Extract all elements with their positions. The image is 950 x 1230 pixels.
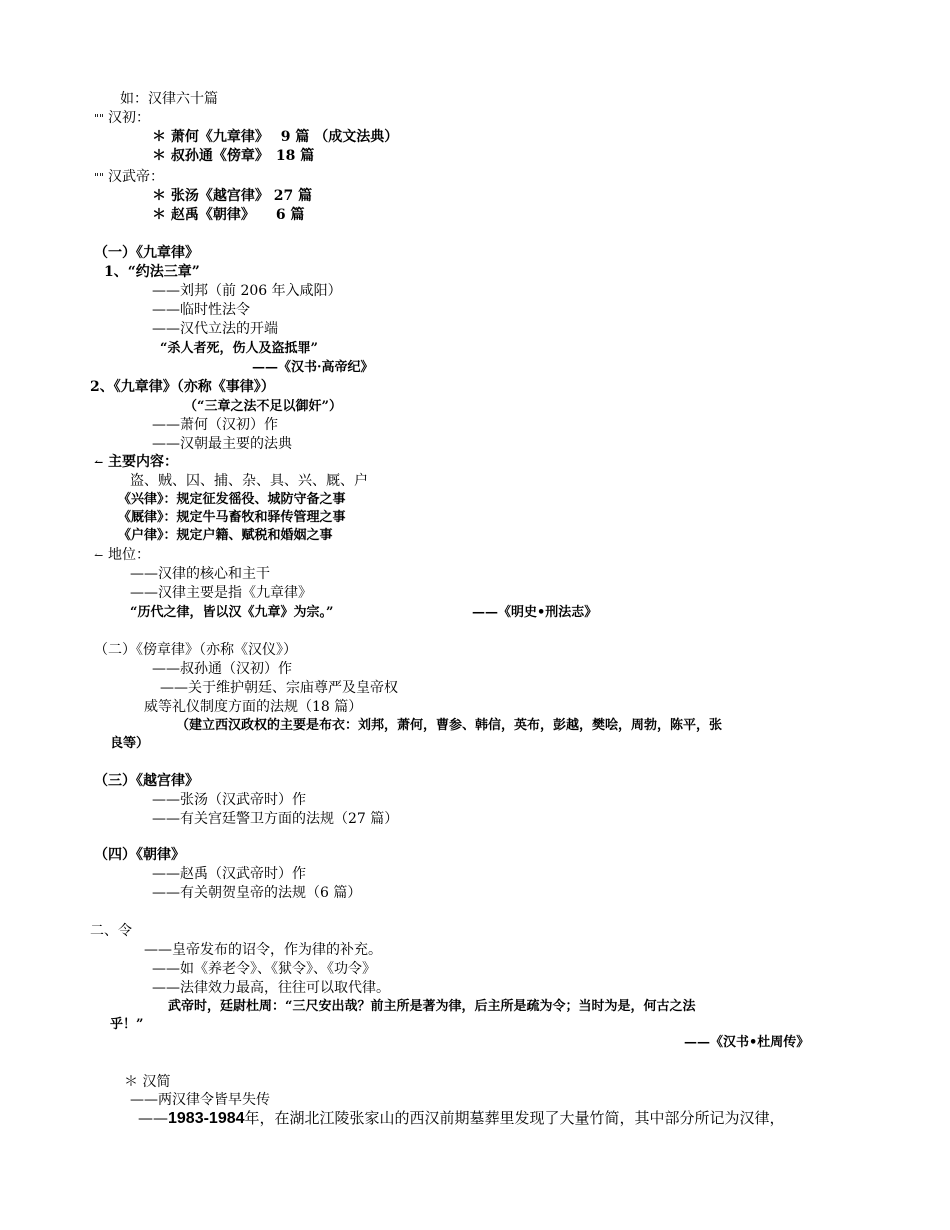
section-heading: （四）《朝律》 (94, 847, 185, 863)
line-text: 主要内容： (108, 454, 178, 470)
citation-line: ——《汉书·高帝纪》 (252, 360, 374, 375)
text-line (94, 168, 164, 187)
dash: —— (138, 1109, 168, 1127)
text-line: ＊ 汉简 (124, 1074, 171, 1090)
text-line: ——萧何（汉初）作 (152, 417, 278, 433)
text-line: ——如《养老令》、《狱令》、《功令》 (152, 961, 376, 977)
text-line: ——汉代立法的开端 (152, 321, 278, 337)
text-line: ——关于维护朝廷、宗庙尊严及皇帝权 (160, 680, 398, 696)
harpoon-arrow-icon: ↼ (94, 456, 104, 469)
text-line: 《兴律》：规定征发徭役、城防守备之事 (118, 492, 346, 507)
text-line (94, 546, 150, 565)
text-line: ——两汉律令皆早失传 (130, 1092, 270, 1108)
text-line (94, 453, 178, 472)
text-line: ——汉律的核心和主干 (130, 566, 270, 582)
citation-line: ——《汉书•杜周传》 (684, 1035, 810, 1050)
text-line (138, 1109, 785, 1128)
section-heading: （三）《越宫律》 (94, 773, 199, 789)
text-line: ——赵禹（汉武帝时）作 (152, 866, 306, 882)
note-line: （建立西汉政权的主要是布衣：刘邦，萧何，曹参、韩信，英布，彭越，樊哙，周勃，陈平，张 (176, 718, 723, 733)
text-line: ——张汤（汉武帝时）作 (152, 792, 306, 808)
text-line: ＊ 萧何《九章律》 9 篇 （成文法典） (152, 129, 399, 145)
text-line: 《户律》：规定户籍、赋税和婚姻之事 (118, 528, 333, 543)
section-heading: 二、令 (90, 923, 132, 939)
text-line: ——刘邦（前 206 年入咸阳） (152, 283, 342, 299)
quote-line: 乎！” (110, 1017, 144, 1032)
text-line: ——有关宫廷警卫方面的法规（27 篇） (152, 811, 399, 827)
section-heading: （二）《傍章律》（亦称《汉仪》） (94, 642, 297, 658)
line-text: 汉初： (108, 110, 150, 126)
text-line: ——有关朝贺皇帝的法规（6 篇） (152, 885, 362, 901)
year-range: 1983-1984 (168, 1110, 245, 1127)
section-heading: （一）《九章律》 (94, 245, 199, 261)
quote-line: （“三章之法不足以御奸”） (184, 399, 342, 414)
line-text: 地位： (108, 547, 150, 563)
subheading: 1、“约法三章” (104, 264, 200, 280)
note-line: 良等） (110, 736, 150, 751)
text-line: ——皇帝发布的诏令，作为律的补充。 (144, 942, 382, 958)
quote-line: “杀人者死，伤人及盗抵罪” (160, 341, 318, 356)
line-text: 年，在湖北江陵张家山的西汉前期墓葬里发现了大量竹简，其中部分所记为汉律， (244, 1109, 785, 1127)
text-line: ＊ 赵禹《朝律》 6 篇 (152, 207, 305, 223)
harpoon-arrow-icon: ↼ (94, 549, 104, 562)
text-line: ——叔孙通（汉初）作 (152, 661, 292, 677)
bullet-mark-icon: "" (94, 171, 105, 184)
text-line: ——法律效力最高，往往可以取代律。 (152, 980, 390, 996)
text-line: ——汉朝最主要的法典 (152, 436, 292, 452)
line-text: 汉武帝： (108, 169, 164, 185)
text-line: 如：汉律六十篇 (120, 91, 218, 107)
text-line: ＊ 叔孙通《傍章》 18 篇 (152, 148, 315, 164)
subheading: 2、《九章律》（亦称《事律》） (90, 379, 275, 395)
text-line: 盗、贼、囚、捕、杂、具、兴、厩、户 (130, 473, 368, 489)
quote-line: 武帝时，廷尉杜周：“三尺安出哉？前主所是著为律，后主所是疏为令；当时为是，何古之法 (168, 999, 696, 1014)
citation-line: ——《明史•刑法志》 (472, 605, 598, 620)
text-line: ——汉律主要是指《九章律》 (130, 585, 312, 601)
bullet-mark-icon: "" (94, 112, 105, 125)
quote-line: “历代之律，皆以汉《九章》为宗。” (130, 605, 334, 620)
text-line (94, 109, 150, 128)
text-line: 《厩律》：规定牛马畜牧和驿传管理之事 (118, 510, 346, 525)
text-line: 威等礼仪制度方面的法规（18 篇） (144, 699, 363, 715)
text-line: ＊ 张汤《越宫律》 27 篇 (152, 188, 313, 204)
text-line: ——临时性法令 (152, 302, 250, 318)
